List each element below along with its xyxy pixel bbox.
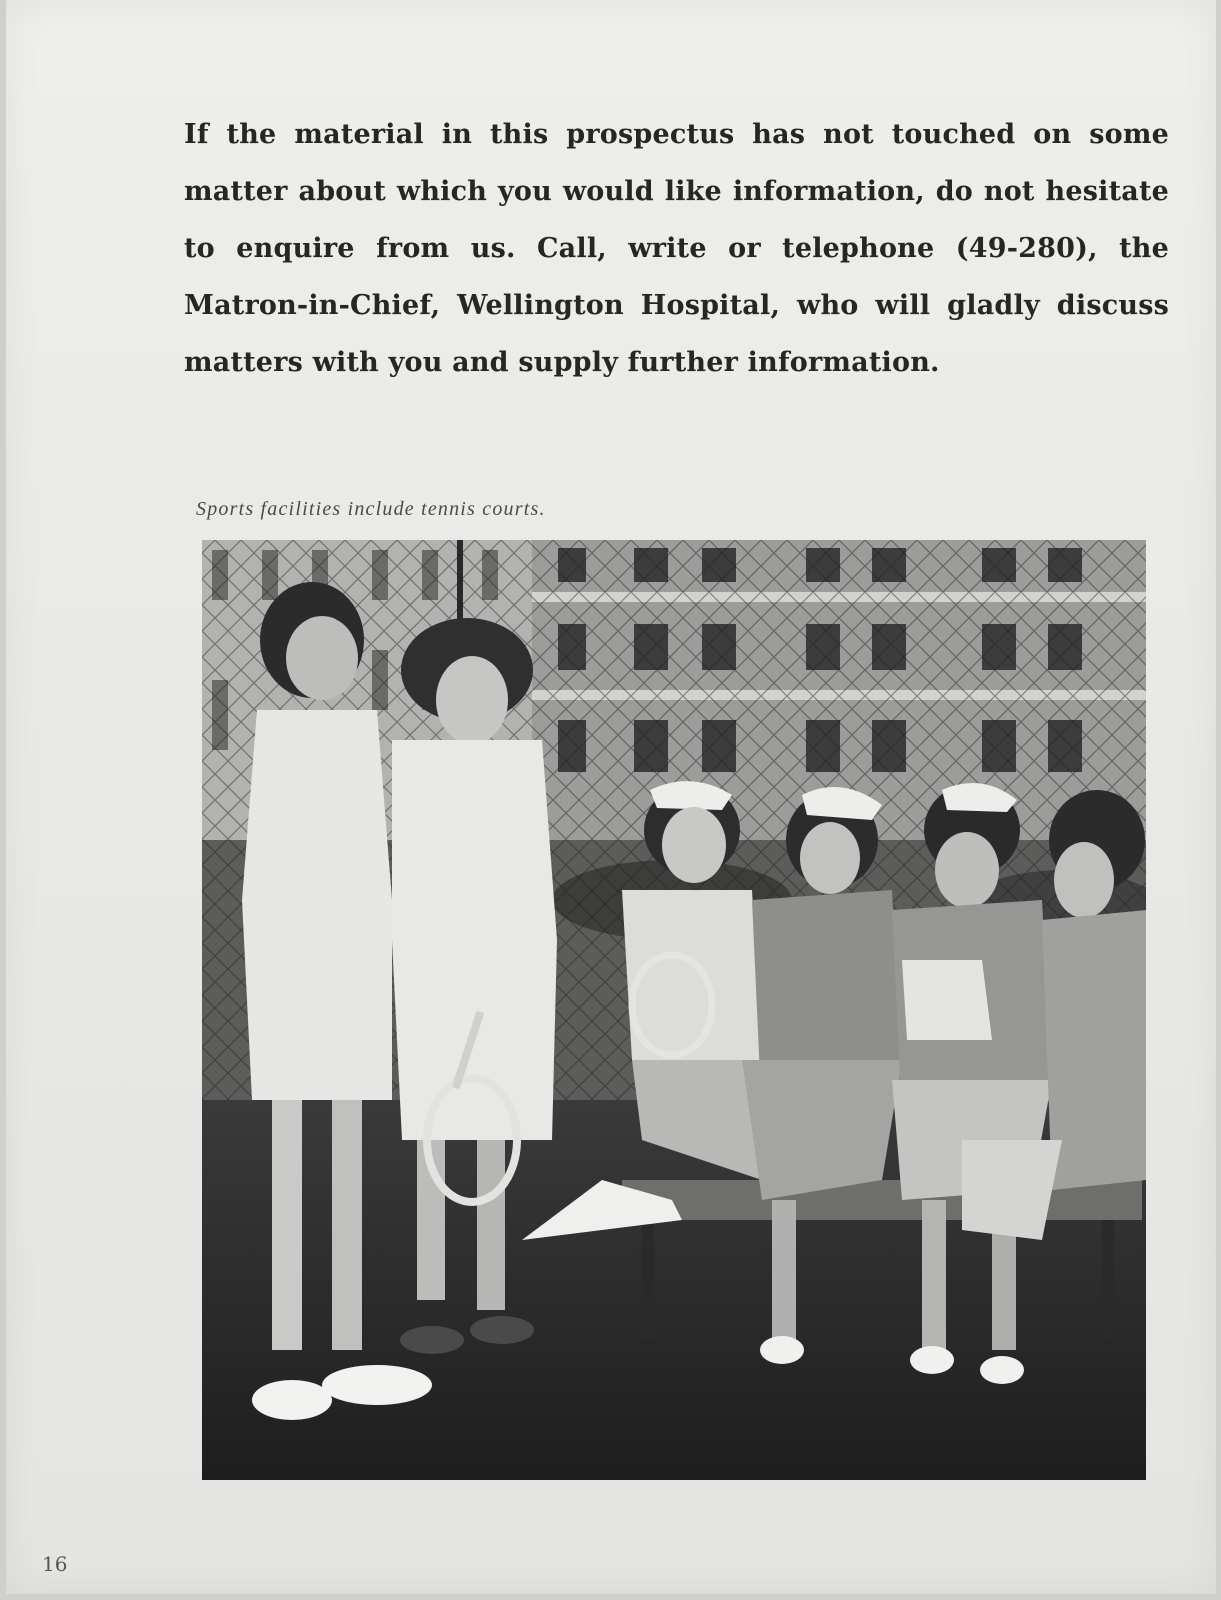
body-paragraph: If the material in this prospectus has not touched on some matter about which you would like information, do not hesitate to enquire from us. Call, write or telephone (49-280), the Matron-in-Chief, Wellington Hospital, who will gladly discuss matters with you and supply further information. xyxy=(184,119,1169,378)
page xyxy=(6,0,1216,1594)
photo-caption: Sports facilities include tennis courts. xyxy=(196,498,546,520)
tennis-court-photo xyxy=(202,540,1146,1480)
page-number: 16 xyxy=(42,1552,68,1576)
